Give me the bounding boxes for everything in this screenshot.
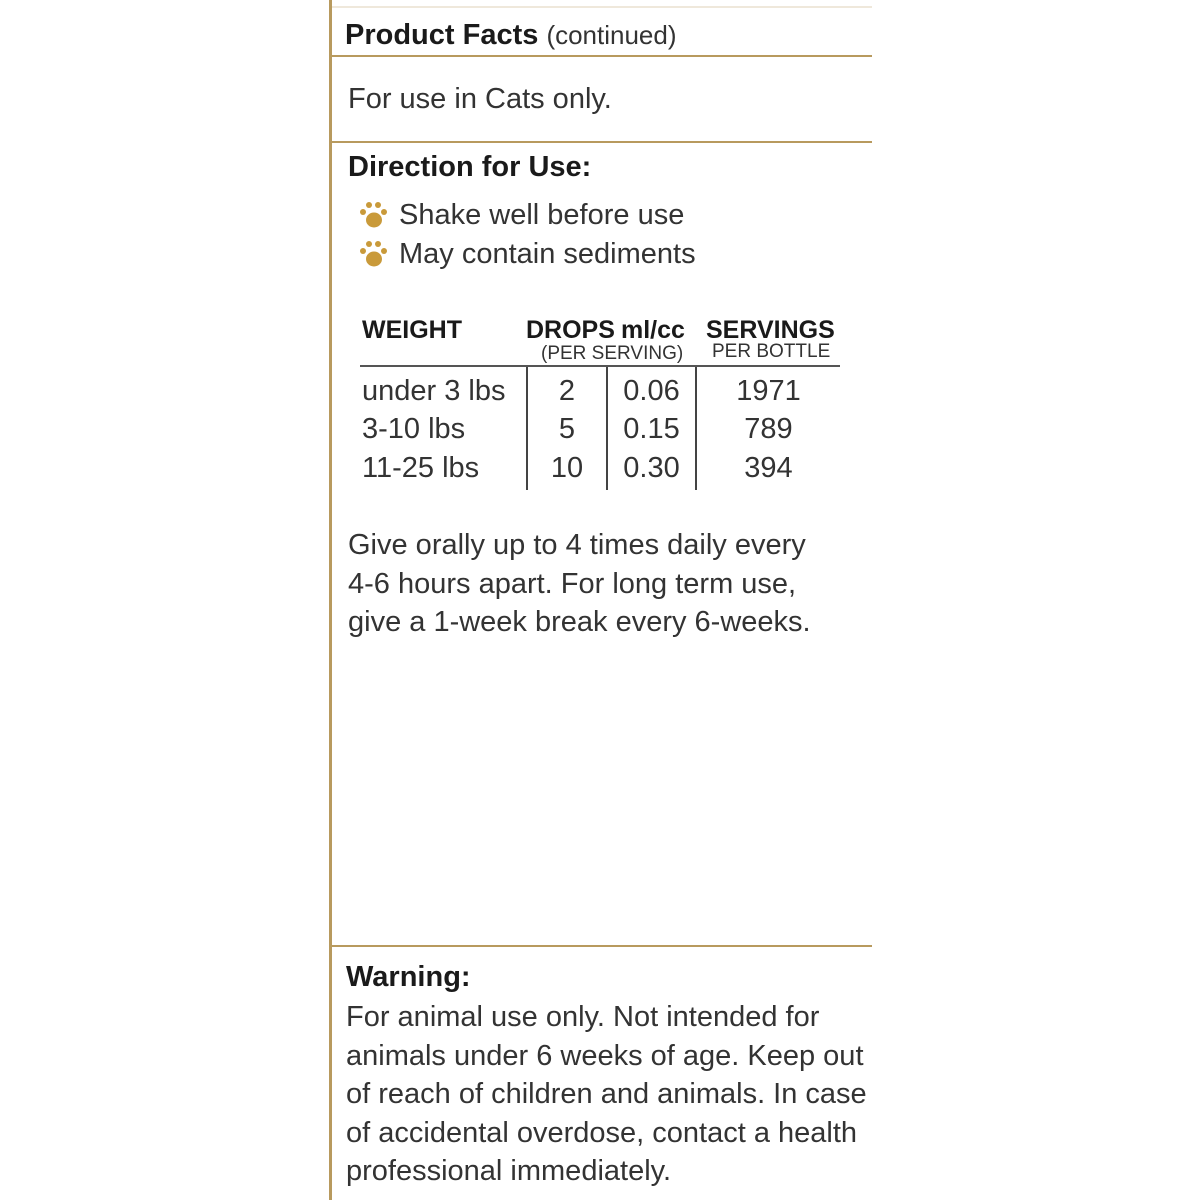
warning-line: professional immediately. (346, 1155, 672, 1187)
table-cell-servings: 789 (744, 413, 793, 445)
col-subheader-per-serving: (PER SERVING) (541, 343, 684, 364)
direction-bullet (359, 235, 696, 273)
warning-line: animals under 6 weeks of age. Keep out (346, 1039, 864, 1072)
paw-print-icon (359, 239, 389, 269)
warning-line: For animal use only. Not intended for (346, 1001, 820, 1033)
header-subtitle: (continued) (546, 20, 677, 50)
warning-line: of accidental overdose, contact a health (346, 1116, 858, 1149)
header-divider (332, 55, 872, 57)
instruction-line: give a 1-week break every 6-weeks. (348, 606, 811, 638)
table-cell-weight: 3-10 lbs (362, 413, 466, 445)
table-cell-drops: 10 (550, 452, 584, 484)
paw-print-icon (359, 200, 389, 230)
bullet-text: May contain sediments (399, 238, 696, 270)
species-divider (332, 141, 872, 143)
instruction-line: 4-6 hours apart. For long term use, (348, 567, 797, 600)
table-cell-servings: 1971 (736, 375, 801, 407)
table-cell-mlcc: 0.15 (623, 413, 680, 445)
table-cell-mlcc: 0.06 (623, 375, 680, 407)
warning-title: Warning: (346, 961, 471, 993)
direction-bullet (359, 196, 684, 234)
table-header-rule (360, 365, 840, 367)
table-cell-servings: 394 (744, 452, 793, 484)
top-divider (332, 6, 872, 8)
col-header-drops: DROPS (526, 316, 615, 344)
col-header-weight: WEIGHT (362, 316, 462, 344)
table-cell-weight: under 3 lbs (362, 375, 506, 407)
table-cell-mlcc: 0.30 (623, 452, 680, 484)
col-subheader-per-bottle: PER BOTTLE (712, 341, 831, 362)
table-cell-drops: 2 (558, 375, 576, 407)
table-cell-drops: 5 (558, 413, 576, 445)
species-note: For use in Cats only. (348, 83, 612, 115)
dosing-instructions (348, 526, 868, 642)
bullet-text: Shake well before use (399, 199, 685, 231)
warning-text (346, 998, 871, 1191)
warning-divider (332, 945, 872, 947)
instruction-line: Give orally up to 4 times daily every (348, 529, 806, 561)
col-header-mlcc: ml/cc (621, 316, 685, 344)
table-cell-weight: 11-25 lbs (362, 452, 480, 484)
product-label-panel (329, 0, 872, 1200)
product-facts-header (345, 16, 677, 54)
warning-line: of reach of children and animals. In case (346, 1078, 867, 1110)
col-header-servings: SERVINGS (706, 316, 835, 344)
directions-title: Direction for Use: (348, 151, 592, 183)
header-title: Product Facts (345, 19, 539, 51)
